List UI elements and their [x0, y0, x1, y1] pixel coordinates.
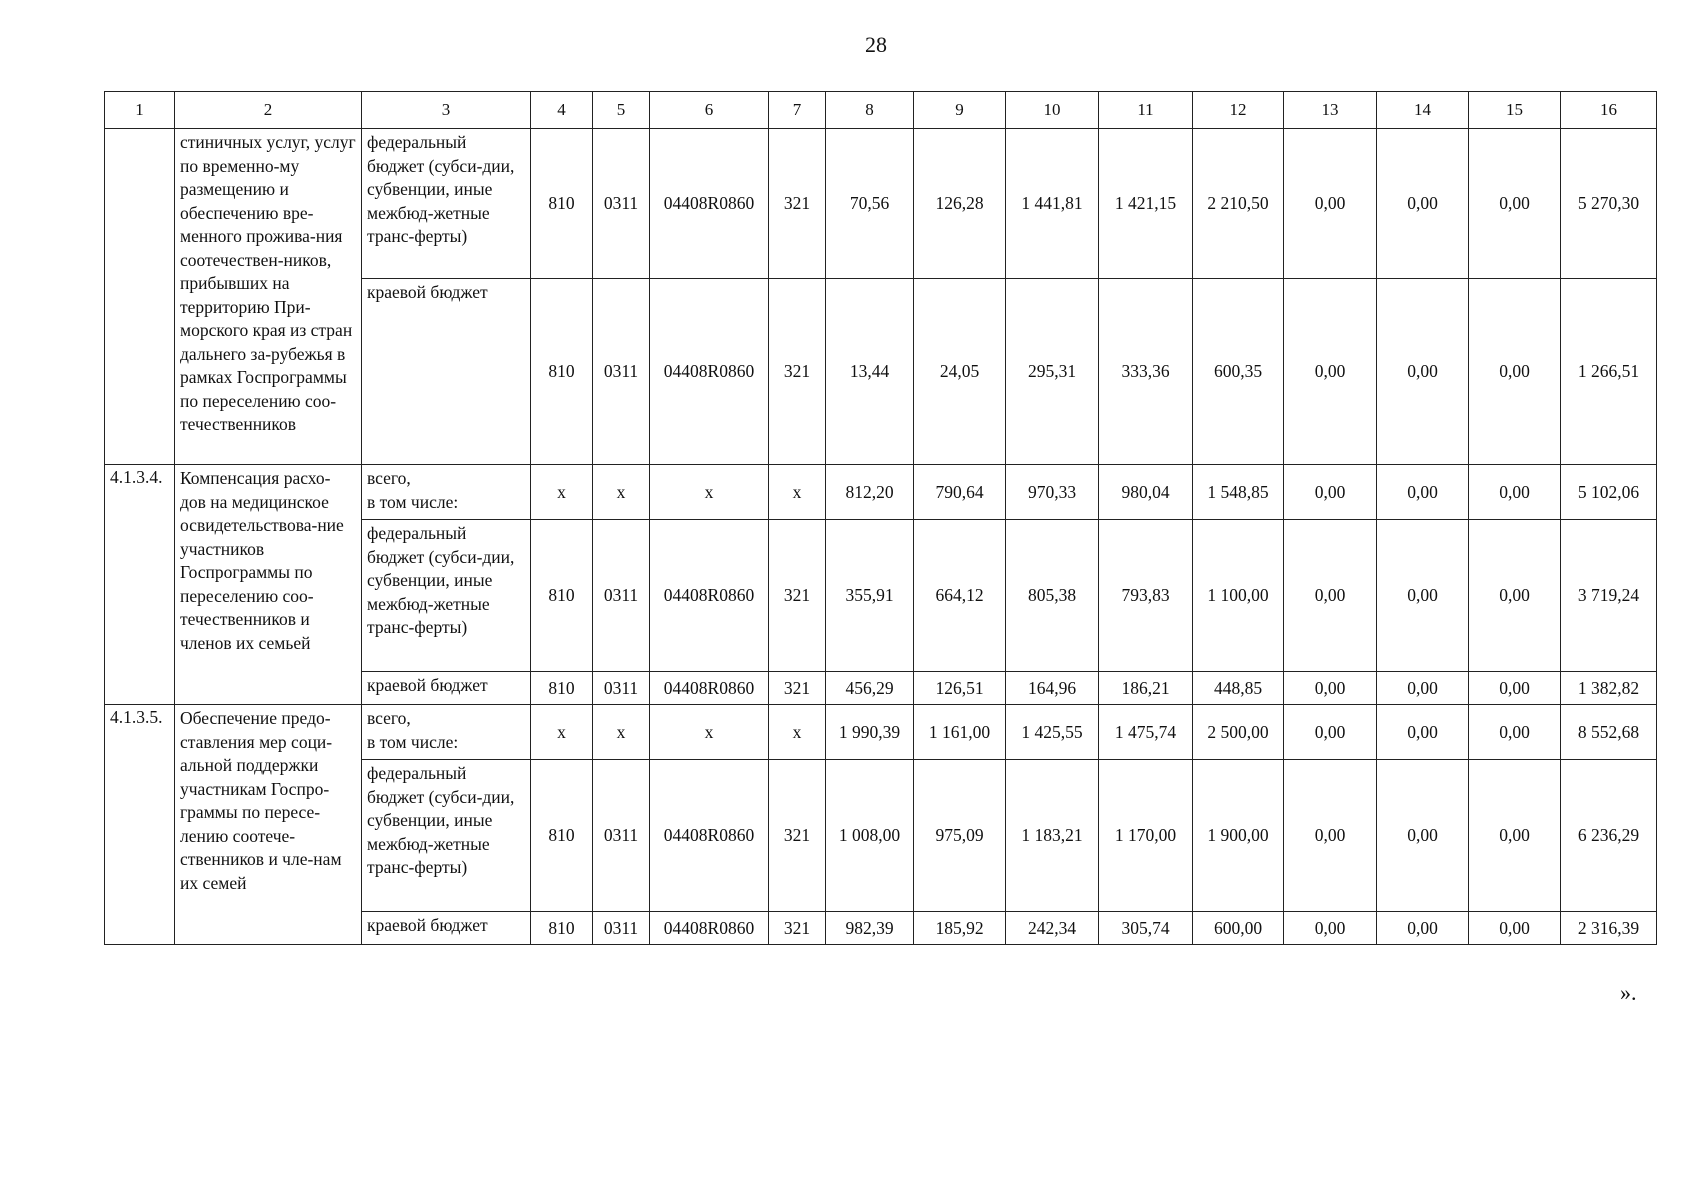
column-header: 6 — [650, 92, 769, 129]
amount-cell-c14: 0,00 — [1377, 912, 1469, 945]
amount-cell-c15: 0,00 — [1469, 672, 1561, 705]
amount-cell-c15: 0,00 — [1469, 129, 1561, 279]
column-header: 2 — [175, 92, 362, 129]
column-header: 12 — [1193, 92, 1284, 129]
amount-cell-c12: 2 500,00 — [1193, 705, 1284, 760]
code-cell-c5: 0311 — [593, 760, 650, 912]
funding-source: федеральный бюджет (субси-дии, субвенции, иные межбюд-жетные транс-ферты) — [362, 760, 531, 912]
amount-cell-c13: 0,00 — [1284, 129, 1377, 279]
column-header: 9 — [914, 92, 1006, 129]
amount-cell-c16: 1 382,82 — [1561, 672, 1657, 705]
item-code: 4.1.3.4. — [105, 465, 175, 705]
amount-cell-c11: 305,74 — [1099, 912, 1193, 945]
column-header: 5 — [593, 92, 650, 129]
item-code — [105, 129, 175, 465]
code-cell-c5: 0311 — [593, 129, 650, 279]
amount-cell-c9: 185,92 — [914, 912, 1006, 945]
funding-source: всего, в том числе: — [362, 705, 531, 760]
amount-cell-c8: 355,91 — [826, 520, 914, 672]
closing-quote: ». — [1620, 980, 1637, 1005]
amount-cell-c13: 0,00 — [1284, 912, 1377, 945]
amount-cell-c10: 1 425,55 — [1006, 705, 1099, 760]
code-cell-c6: 04408R0860 — [650, 912, 769, 945]
page-number: 28 — [865, 32, 887, 57]
code-cell-c5: x — [593, 705, 650, 760]
funding-source: краевой бюджет — [362, 279, 531, 465]
item-code: 4.1.3.5. — [105, 705, 175, 945]
funding-source: краевой бюджет — [362, 672, 531, 705]
code-cell-c6: x — [650, 465, 769, 520]
header-row — [105, 92, 1657, 129]
item-name: Обеспечение предо-ставления мер соци-альной поддержки участникам Госпро-граммы по пересе-лению соотече-ственников и чле-нам их семей — [175, 705, 362, 945]
code-cell-c6: 04408R0860 — [650, 760, 769, 912]
column-header: 15 — [1469, 92, 1561, 129]
table-row — [105, 465, 1657, 520]
amount-cell-c9: 1 161,00 — [914, 705, 1006, 760]
amount-cell-c15: 0,00 — [1469, 760, 1561, 912]
budget-table — [104, 91, 1657, 945]
amount-cell-c9: 975,09 — [914, 760, 1006, 912]
amount-cell-c8: 70,56 — [826, 129, 914, 279]
amount-cell-c10: 805,38 — [1006, 520, 1099, 672]
code-cell-c7: 321 — [769, 520, 826, 672]
amount-cell-c11: 333,36 — [1099, 279, 1193, 465]
code-cell-c7: 321 — [769, 912, 826, 945]
funding-source: краевой бюджет — [362, 912, 531, 945]
amount-cell-c16: 8 552,68 — [1561, 705, 1657, 760]
code-cell-c7: 321 — [769, 279, 826, 465]
column-header: 4 — [531, 92, 593, 129]
amount-cell-c15: 0,00 — [1469, 912, 1561, 945]
code-cell-c6: 04408R0860 — [650, 520, 769, 672]
amount-cell-c10: 242,34 — [1006, 912, 1099, 945]
amount-cell-c8: 13,44 — [826, 279, 914, 465]
code-cell-c7: 321 — [769, 672, 826, 705]
amount-cell-c15: 0,00 — [1469, 279, 1561, 465]
code-cell-c5: x — [593, 465, 650, 520]
amount-cell-c11: 980,04 — [1099, 465, 1193, 520]
amount-cell-c11: 1 421,15 — [1099, 129, 1193, 279]
column-header: 16 — [1561, 92, 1657, 129]
code-cell-c4: x — [531, 465, 593, 520]
code-cell-c7: x — [769, 705, 826, 760]
amount-cell-c10: 1 183,21 — [1006, 760, 1099, 912]
amount-cell-c8: 456,29 — [826, 672, 914, 705]
code-cell-c6: x — [650, 705, 769, 760]
code-cell-c7: x — [769, 465, 826, 520]
column-header: 3 — [362, 92, 531, 129]
amount-cell-c14: 0,00 — [1377, 705, 1469, 760]
amount-cell-c16: 6 236,29 — [1561, 760, 1657, 912]
amount-cell-c15: 0,00 — [1469, 465, 1561, 520]
amount-cell-c13: 0,00 — [1284, 705, 1377, 760]
amount-cell-c12: 1 900,00 — [1193, 760, 1284, 912]
amount-cell-c10: 1 441,81 — [1006, 129, 1099, 279]
code-cell-c6: 04408R0860 — [650, 129, 769, 279]
amount-cell-c14: 0,00 — [1377, 672, 1469, 705]
code-cell-c6: 04408R0860 — [650, 672, 769, 705]
amount-cell-c16: 5 102,06 — [1561, 465, 1657, 520]
funding-source: федеральный бюджет (субси-дии, субвенции, иные межбюд-жетные транс-ферты) — [362, 129, 531, 279]
column-header: 8 — [826, 92, 914, 129]
code-cell-c7: 321 — [769, 760, 826, 912]
code-cell-c5: 0311 — [593, 912, 650, 945]
amount-cell-c9: 126,28 — [914, 129, 1006, 279]
amount-cell-c8: 1 008,00 — [826, 760, 914, 912]
code-cell-c5: 0311 — [593, 279, 650, 465]
amount-cell-c9: 790,64 — [914, 465, 1006, 520]
funding-source: всего, в том числе: — [362, 465, 531, 520]
amount-cell-c13: 0,00 — [1284, 465, 1377, 520]
column-header: 10 — [1006, 92, 1099, 129]
amount-cell-c9: 664,12 — [914, 520, 1006, 672]
code-cell-c4: 810 — [531, 672, 593, 705]
amount-cell-c16: 1 266,51 — [1561, 279, 1657, 465]
amount-cell-c13: 0,00 — [1284, 760, 1377, 912]
code-cell-c7: 321 — [769, 129, 826, 279]
code-cell-c4: 810 — [531, 760, 593, 912]
item-name: стиничных услуг, услуг по временно-му размещению и обеспечению вре-менного прожива-ния соотечествен-ников, прибывших на территорию При-морского края из стран дальнего за-рубежья в рамках Госпрограммы по переселению соо-течественников — [175, 129, 362, 465]
amount-cell-c16: 2 316,39 — [1561, 912, 1657, 945]
column-header: 1 — [105, 92, 175, 129]
table-row — [105, 705, 1657, 760]
code-cell-c5: 0311 — [593, 520, 650, 672]
amount-cell-c11: 1 170,00 — [1099, 760, 1193, 912]
amount-cell-c8: 1 990,39 — [826, 705, 914, 760]
code-cell-c5: 0311 — [593, 672, 650, 705]
amount-cell-c14: 0,00 — [1377, 279, 1469, 465]
code-cell-c4: 810 — [531, 129, 593, 279]
amount-cell-c14: 0,00 — [1377, 520, 1469, 672]
amount-cell-c11: 186,21 — [1099, 672, 1193, 705]
amount-cell-c13: 0,00 — [1284, 672, 1377, 705]
amount-cell-c13: 0,00 — [1284, 279, 1377, 465]
amount-cell-c9: 126,51 — [914, 672, 1006, 705]
amount-cell-c11: 793,83 — [1099, 520, 1193, 672]
amount-cell-c8: 982,39 — [826, 912, 914, 945]
amount-cell-c12: 448,85 — [1193, 672, 1284, 705]
amount-cell-c12: 1 548,85 — [1193, 465, 1284, 520]
amount-cell-c14: 0,00 — [1377, 129, 1469, 279]
amount-cell-c12: 600,35 — [1193, 279, 1284, 465]
amount-cell-c15: 0,00 — [1469, 520, 1561, 672]
column-header: 11 — [1099, 92, 1193, 129]
amount-cell-c12: 1 100,00 — [1193, 520, 1284, 672]
amount-cell-c16: 3 719,24 — [1561, 520, 1657, 672]
table-body — [105, 129, 1657, 945]
column-header: 7 — [769, 92, 826, 129]
amount-cell-c11: 1 475,74 — [1099, 705, 1193, 760]
table-row — [105, 129, 1657, 279]
code-cell-c6: 04408R0860 — [650, 279, 769, 465]
amount-cell-c9: 24,05 — [914, 279, 1006, 465]
column-header: 14 — [1377, 92, 1469, 129]
amount-cell-c12: 2 210,50 — [1193, 129, 1284, 279]
amount-cell-c10: 295,31 — [1006, 279, 1099, 465]
code-cell-c4: 810 — [531, 912, 593, 945]
item-name: Компенсация расхо-дов на медицинское освидетельствова-ние участников Госпрограммы по переселению соо-течественников и членов их семьей — [175, 465, 362, 705]
code-cell-c4: 810 — [531, 520, 593, 672]
column-header: 13 — [1284, 92, 1377, 129]
code-cell-c4: 810 — [531, 279, 593, 465]
amount-cell-c8: 812,20 — [826, 465, 914, 520]
amount-cell-c10: 970,33 — [1006, 465, 1099, 520]
amount-cell-c14: 0,00 — [1377, 760, 1469, 912]
code-cell-c4: x — [531, 705, 593, 760]
amount-cell-c15: 0,00 — [1469, 705, 1561, 760]
amount-cell-c10: 164,96 — [1006, 672, 1099, 705]
funding-source: федеральный бюджет (субси-дии, субвенции, иные межбюд-жетные транс-ферты) — [362, 520, 531, 672]
amount-cell-c13: 0,00 — [1284, 520, 1377, 672]
amount-cell-c14: 0,00 — [1377, 465, 1469, 520]
amount-cell-c12: 600,00 — [1193, 912, 1284, 945]
amount-cell-c16: 5 270,30 — [1561, 129, 1657, 279]
